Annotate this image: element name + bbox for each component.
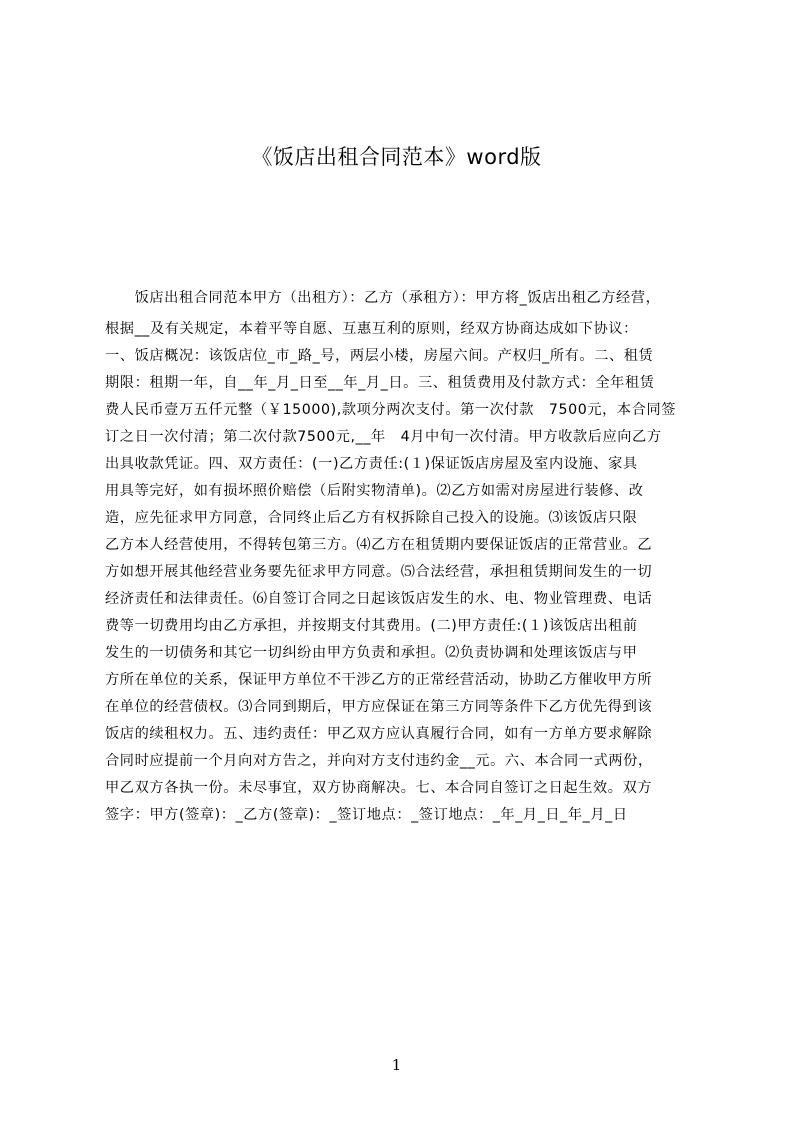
body-line: 造，应先征求甲方同意，合同终止后乙方有权拆除自己投入的设施。⑶该饭店只限 (105, 510, 638, 526)
body-line: 方所在单位的关系，保证甲方单位不干涉乙方的正常经营活动，协助乙方催收甲方所 (105, 672, 653, 688)
body-line: 在单位的经营债权。⑶合同到期后，甲方应保证在第三方同等条件下乙方优先得到该 (105, 699, 653, 715)
body-line: 根据__及有关规定，本着平等自愿、互惠互利的原则，经双方协商达成如下协议： (105, 321, 638, 337)
body-line: 用具等完好，如有损坏照价赔偿（后附实物清单)。⑵乙方如需对房屋进行装修、改 (105, 483, 644, 499)
body-line: 饭店的续租权力。五、违约责任：甲乙双方应认真履行合同，如有一方单方要求解除 (105, 726, 653, 742)
body-line: 期限：租期一年，自__年_月_日至__年_月_日。三、租赁费用及付款方式：全年租赁 (105, 375, 655, 391)
body-line: 费人民币壹万五仟元整（￥15000),款项分两次支付。第一次付款 7500元，本合同签 (105, 402, 677, 418)
body-line: 乙方本人经营使用，不得转包第三方。⑷乙方在租赁期内要保证饭店的正常营业。乙 (105, 537, 653, 553)
body-line: 方如想开展其他经营业务要先征求甲方同意。⑸合法经营，承担租赁期间发生的一切 (105, 564, 653, 580)
body-line: 经济责任和法律责任。⑹自签订合同之日起该饭店发生的水、电、物业管理费、电话 (105, 591, 653, 607)
body-line: 一、饭店概况：该饭店位_市_路_号，两层小楼，房屋六间。产权归_所有。二、租赁 (105, 348, 654, 364)
body-line: 签字：甲方(签章)：_乙方(签章)：_签订地点：_签订地点：_年_月_日_年_月_日 (105, 807, 628, 823)
body-line: 发生的一切债务和其它一切纠纷由甲方负责和承担。⑵负责协调和处理该饭店与甲 (105, 645, 638, 661)
body-line: 合同时应提前一个月向对方告之，并向对方支付违约金__元。六、本合同一式两份， (105, 753, 653, 769)
body-line: 饭店出租合同范本甲方（出租方）：乙方（承租方）：甲方将_饭店出租乙方经营， (105, 290, 661, 306)
body-line: 订之日一次付清；第二次付款7500元,__年 4月中旬一次付清。甲方收款后应向乙方 (105, 429, 662, 445)
document-title: 《饭店出租合同范本》word版 (251, 145, 542, 169)
contract-body (105, 289, 697, 839)
body-line: 甲乙双方各执一份。未尽事宜，双方协商解决。七、本合同自签订之日起生效。双方 (105, 780, 653, 796)
body-line: 出具收款凭证。四、双方责任：(一)乙方责任:(１)保证饭店房屋及室内设施、家具 (105, 456, 638, 472)
body-line: 费等一切费用均由乙方承担，并按期支付其费用。(二)甲方责任:(１)该饭店出租前 (105, 618, 638, 634)
page-number: 1 (391, 1056, 402, 1074)
